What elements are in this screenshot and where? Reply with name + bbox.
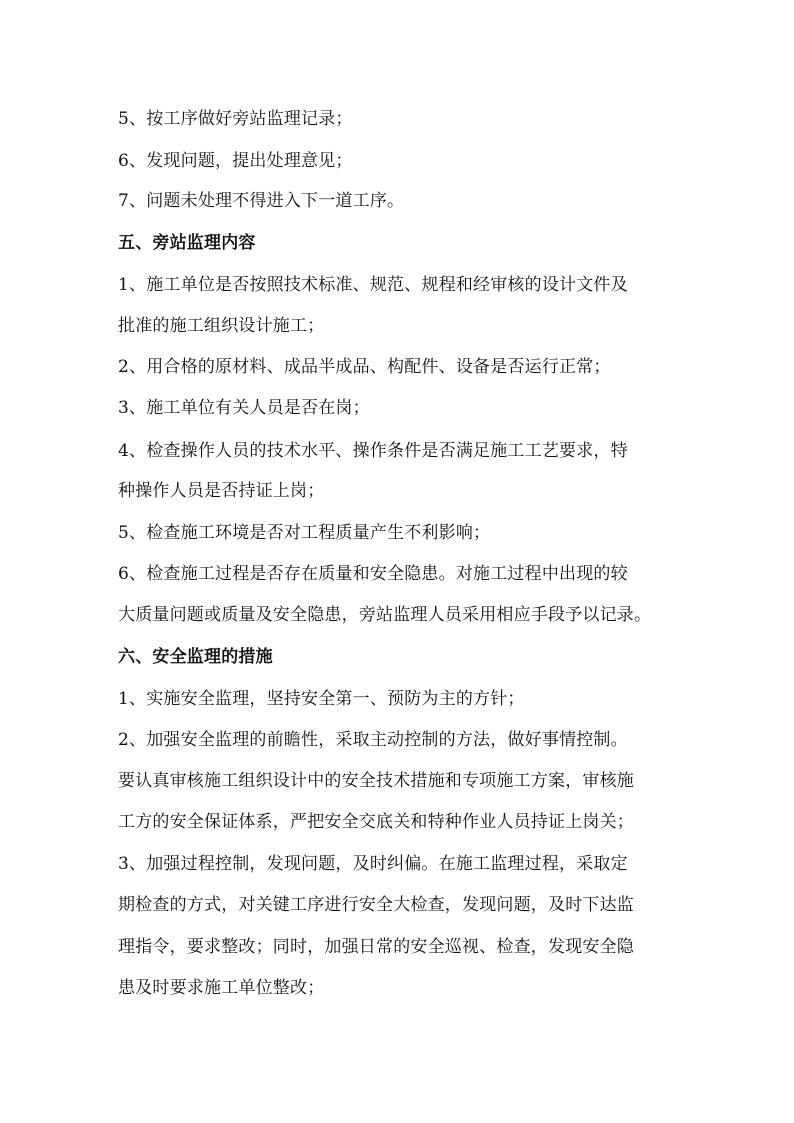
section-heading-6: 六、安全监理的措施 xyxy=(118,647,273,667)
paragraph-line: 患及时要求施工单位整改； xyxy=(118,978,325,998)
paragraph-line: 理指令，要求整改；同时，加强日常的安全巡视、检查，发现安全隐 xyxy=(118,937,634,957)
paragraph-line: 2、加强安全监理的前瞻性，采取主动控制的方法，做好事情控制。 xyxy=(118,730,628,750)
paragraph-line: 要认真审核施工组织设计中的安全技术措施和专项施工方案，审核施 xyxy=(118,771,634,791)
paragraph-line: 期检查的方式，对关键工序进行安全大检查，发现问题，及时下达监 xyxy=(118,895,634,915)
paragraph-line: 种操作人员是否持证上岗； xyxy=(118,481,325,501)
paragraph-line: 2、用合格的原材料、成品半成品、构配件、设备是否运行正常； xyxy=(118,357,611,377)
paragraph-line: 3、施工单位有关人员是否在岗； xyxy=(118,398,370,418)
paragraph-line: 4、检查操作人员的技术水平、操作条件是否满足施工工艺要求，特 xyxy=(118,441,628,461)
paragraph-line: 5、检查施工环境是否对工程质量产生不利影响； xyxy=(118,523,491,543)
paragraph-line: 批准的施工组织设计施工； xyxy=(118,316,325,336)
paragraph-line: 1、实施安全监理，坚持安全第一、预防为主的方针； xyxy=(118,689,525,709)
list-item-5-record: 5、按工序做好旁站监理记录； xyxy=(118,109,353,129)
paragraph-line: 工方的安全保证体系，严把安全交底关和特种作业人员持证上岗关； xyxy=(118,812,634,832)
list-item-6-issues: 6、发现问题，提出处理意见； xyxy=(118,151,353,171)
list-item-7-next-step: 7、问题未处理不得进入下一道工序。 xyxy=(118,191,405,211)
paragraph-line: 1、施工单位是否按照技术标准、规范、规程和经审核的设计文件及 xyxy=(118,275,628,295)
paragraph-line: 6、检查施工过程是否存在质量和安全隐患。对施工过程中出现的较 xyxy=(118,564,628,584)
paragraph-line: 3、加强过程控制，发现问题，及时纠偏。在施工监理过程，采取定 xyxy=(118,854,628,874)
section-heading-5: 五、旁站监理内容 xyxy=(118,233,256,253)
paragraph-line: 大质量问题或质量及安全隐患，旁站监理人员采用相应手段予以记录。 xyxy=(118,605,652,625)
